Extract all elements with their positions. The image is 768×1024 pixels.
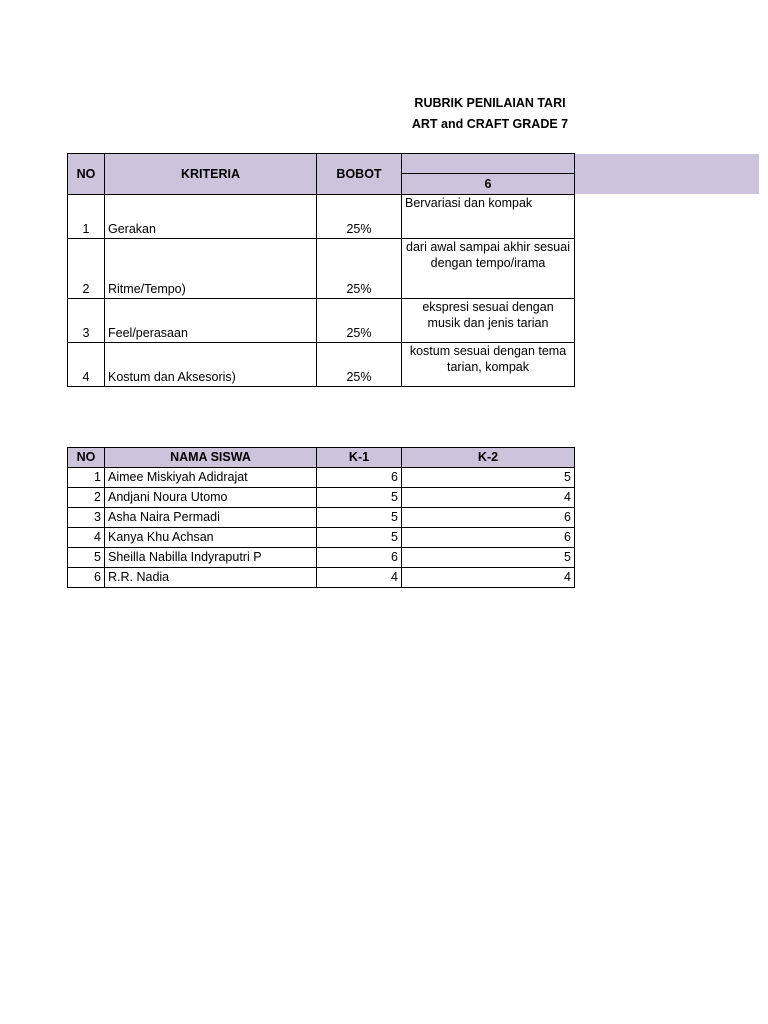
rubric-cell-bobot: 25% — [317, 343, 402, 387]
table-row — [68, 528, 575, 548]
student-no: 6 — [68, 568, 105, 588]
rubric-cell-no: 1 — [68, 195, 105, 239]
student-no: 1 — [68, 468, 105, 488]
rubric-header-no: NO — [68, 154, 105, 195]
student-name: R.R. Nadia — [105, 568, 317, 588]
rubric-cell-bobot: 25% — [317, 195, 402, 239]
rubric-cell-kriteria: Gerakan — [105, 195, 317, 239]
student-name: Sheilla Nabilla Indyraputri P — [105, 548, 317, 568]
student-k2: 6 — [402, 528, 575, 548]
student-k1: 4 — [317, 568, 402, 588]
rubric-cell-kriteria: Kostum dan Aksesoris) — [105, 343, 317, 387]
student-k2: 5 — [402, 548, 575, 568]
student-k2: 4 — [402, 488, 575, 508]
student-k2: 5 — [402, 468, 575, 488]
rubric-cell-desc: dari awal sampai akhir sesuai dengan tempo/irama — [402, 239, 575, 299]
student-k1: 5 — [317, 528, 402, 548]
rubric-cell-kriteria: Ritme/Tempo) — [105, 239, 317, 299]
rubric-row — [68, 299, 575, 343]
student-k1: 6 — [317, 468, 402, 488]
table-row — [68, 468, 575, 488]
student-k2: 6 — [402, 508, 575, 528]
student-no: 4 — [68, 528, 105, 548]
rubric-cell-bobot: 25% — [317, 239, 402, 299]
rubric-cell-kriteria: Feel/perasaan — [105, 299, 317, 343]
student-k1: 6 — [317, 548, 402, 568]
students-header-k2: K-2 — [402, 448, 575, 468]
rubric-table — [67, 153, 575, 387]
rubric-cell-no: 4 — [68, 343, 105, 387]
student-k2: 4 — [402, 568, 575, 588]
rubric-row — [68, 239, 575, 299]
header-fill-band — [574, 154, 759, 194]
rubric-header-bobot: BOBOT — [317, 154, 402, 195]
student-name: Asha Naira Permadi — [105, 508, 317, 528]
rubric-cell-no: 3 — [68, 299, 105, 343]
rubric-row — [68, 195, 575, 239]
student-no: 3 — [68, 508, 105, 528]
rubric-cell-desc: ekspresi sesuai dengan musik dan jenis tarian — [402, 299, 575, 343]
table-row — [68, 568, 575, 588]
student-scores-table — [67, 447, 575, 588]
student-no: 2 — [68, 488, 105, 508]
student-no: 5 — [68, 548, 105, 568]
rubric-header-kriteria: KRITERIA — [105, 154, 317, 195]
title-line-2: ART and CRAFT GRADE 7 — [411, 117, 569, 131]
rubric-cell-desc: kostum sesuai dengan tema tarian, kompak — [402, 343, 575, 387]
student-k1: 5 — [317, 508, 402, 528]
students-header-nama: NAMA SISWA — [105, 448, 317, 468]
rubric-cell-no: 2 — [68, 239, 105, 299]
student-name: Aimee Miskiyah Adidrajat — [105, 468, 317, 488]
rubric-row — [68, 343, 575, 387]
rubric-cell-bobot: 25% — [317, 299, 402, 343]
students-header-k1: K-1 — [317, 448, 402, 468]
table-row — [68, 508, 575, 528]
title-line-1: RUBRIK PENILAIAN TARI — [414, 96, 566, 110]
student-name: Andjani Noura Utomo — [105, 488, 317, 508]
rubric-header-score-group — [402, 154, 575, 174]
table-row — [68, 488, 575, 508]
rubric-header-score: 6 — [402, 174, 575, 195]
students-header-no: NO — [68, 448, 105, 468]
student-name: Kanya Khu Achsan — [105, 528, 317, 548]
student-k1: 5 — [317, 488, 402, 508]
rubric-cell-desc: Bervariasi dan kompak — [402, 195, 575, 239]
table-row — [68, 548, 575, 568]
